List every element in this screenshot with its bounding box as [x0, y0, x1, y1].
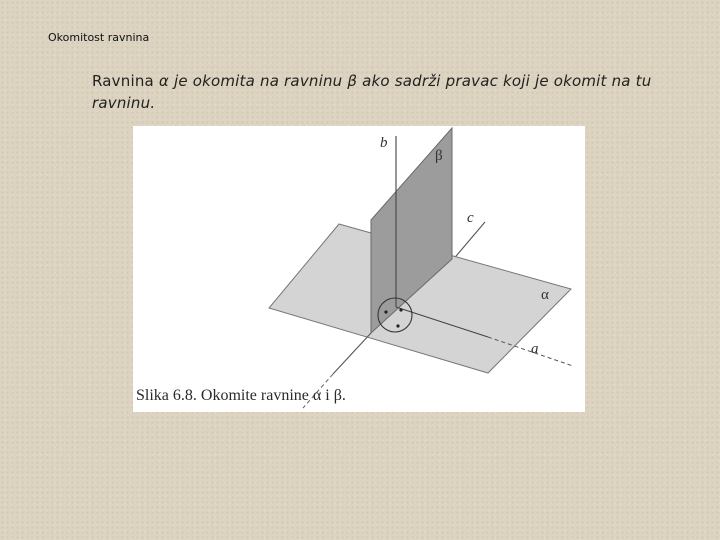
label-b: b	[380, 135, 388, 151]
alpha-symbol: α	[158, 72, 169, 90]
statement-part-1: Ravnina	[92, 72, 159, 90]
line-c-front	[333, 333, 371, 374]
definition-text	[92, 70, 652, 114]
line-c-back	[451, 222, 485, 262]
figure-caption: Slika 6.8. Okomite ravnine α i β.	[136, 387, 346, 404]
statement-part-2: je okomita na ravninu	[169, 72, 348, 90]
angle-dot-1	[384, 310, 387, 313]
beta-symbol: β	[347, 72, 358, 90]
slide-title: Okomitost ravnina	[48, 31, 150, 44]
label-c: c	[467, 210, 474, 226]
planes-diagram	[133, 126, 585, 412]
label-alpha: α	[541, 287, 549, 303]
perpendicular-planes-figure	[133, 126, 585, 412]
label-a: a	[531, 341, 539, 357]
angle-dot-3	[396, 324, 399, 327]
label-beta: β	[435, 148, 443, 164]
statement-part-3: ako sadrži pravac koji je okomit na tu ravninu.	[92, 72, 652, 112]
angle-dot-2	[399, 308, 402, 311]
